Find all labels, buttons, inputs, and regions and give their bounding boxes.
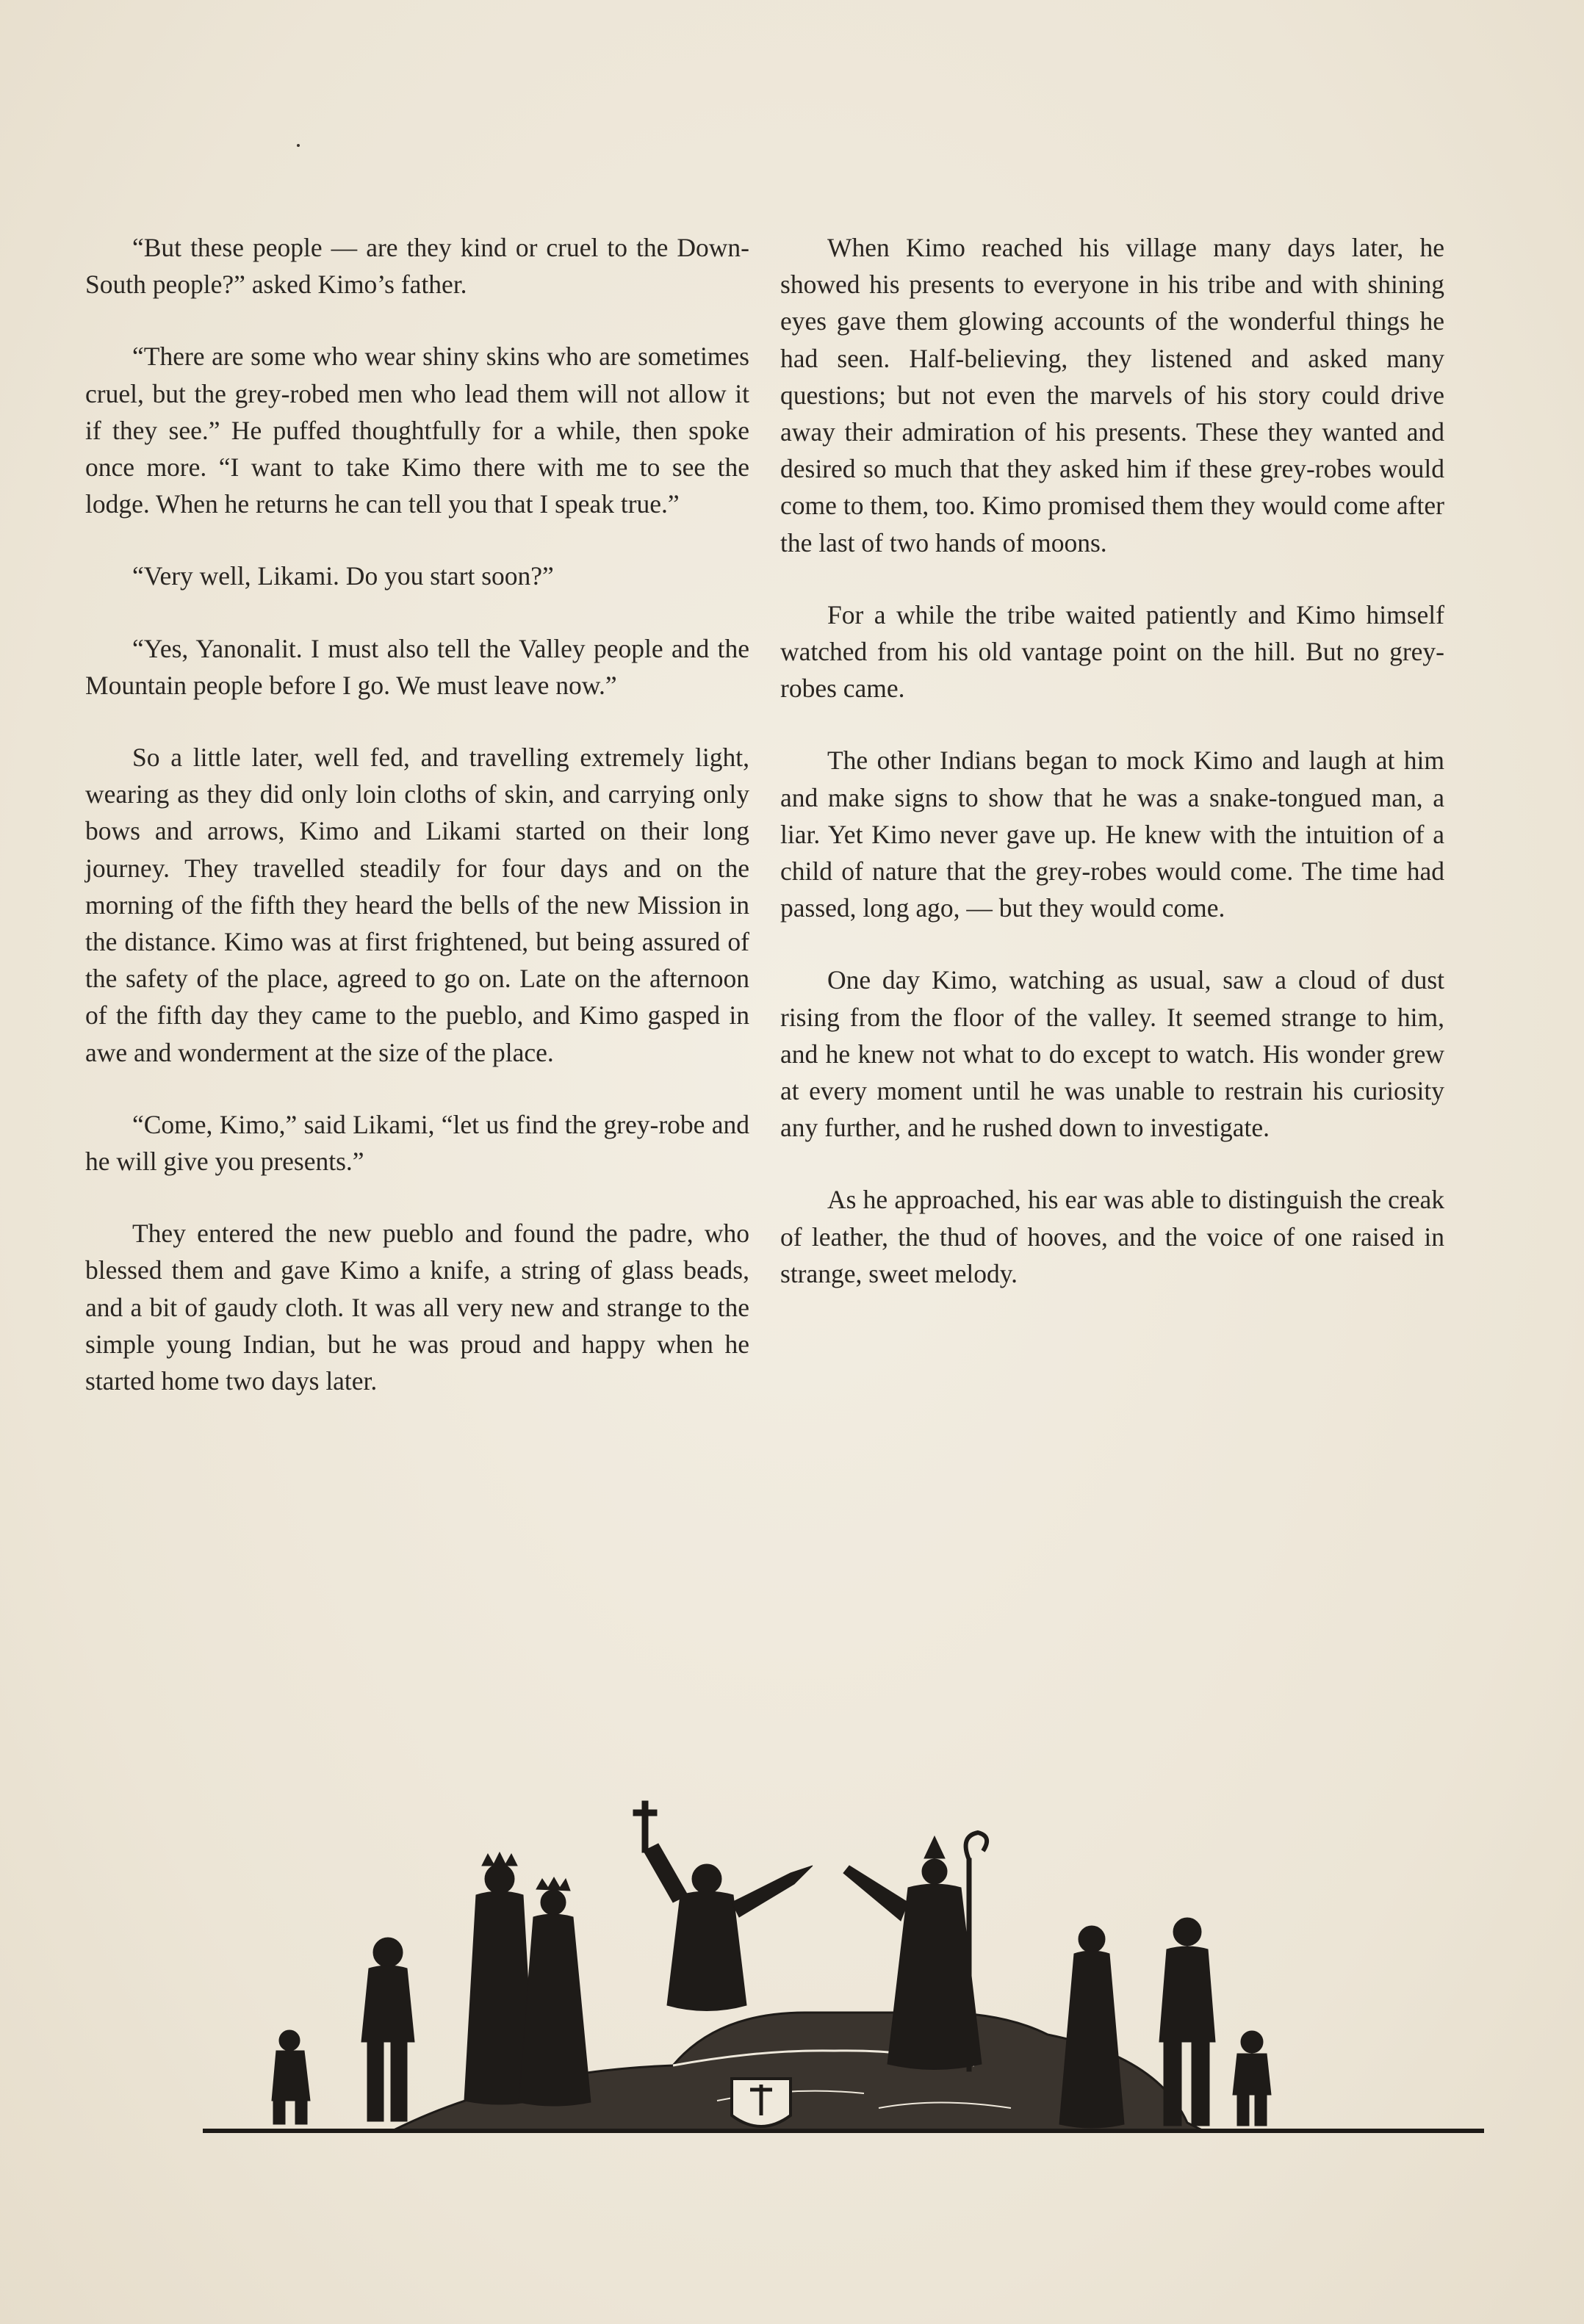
paragraph: “Yes, Yanonalit. I must also tell the Valley people and the Mountain people before I go. We must leave now.” xyxy=(85,633,749,700)
ground-line xyxy=(203,2129,1484,2133)
paragraph: “Very well, Likami. Do you start soon?” xyxy=(132,561,554,591)
paragraph: The other Indians began to mock Kimo and laugh at him and make signs to show that he was a snake-tongued man, a liar. Yet Kimo never gave up. He knew with the intuition of a child of nature that the grey-robes would come. The time had passed, long ago, — but they would come. xyxy=(780,746,1444,923)
child-figure-right xyxy=(1233,2031,1271,2126)
paragraph: “There are some who wear shiny skins who are sometimes cruel, but the grey-robed men who lead them will not allow it if they see.” He puffed thoughtfully for a while, then spoke once more. “I want to take Kimo there with me to see the lodge. When he returns he can tell you that I speak true.” xyxy=(85,342,749,519)
child-figure-left xyxy=(272,2030,310,2124)
right-column xyxy=(780,229,1444,1327)
ink-speck xyxy=(297,144,300,147)
paragraph: “But these people — are they kind or cruel to the Down-South people?” asked Kimo’s father. xyxy=(85,233,749,300)
man-figure xyxy=(361,1938,414,2121)
paragraph: They entered the new pueblo and found the padre, who blessed them and gave Kimo a knife, a string of glass beads, and a bit of gaudy cloth. It was all very new and strange to the simple young Indian, but he was proud and happy when he started home two days later. xyxy=(85,1219,749,1396)
paragraph: “Come, Kimo,” said Likami, “let us find the grey-robe and he will give you presents.” xyxy=(85,1109,749,1177)
left-column xyxy=(85,229,749,1435)
suited-man-figure xyxy=(1159,1918,1215,2126)
woman-figure xyxy=(1059,1926,1124,2128)
paragraph: When Kimo reached his village many days later, he showed his presents to everyone in his tribe and with shining eyes gave them glowing accounts of the wonderful things he had seen. Half-believing, they listened and asked many questions; but not even the marvels of his story could drive away their admiration of his presents. These they wanted and desired so much that they asked him if these grey-robes would come to them, too. Kimo promised them they would come after the last of two hands of moons. xyxy=(780,233,1444,557)
paragraph: As he approached, his ear was able to distinguish the creak of leather, the thud of hooves, and the voice of one raised in strange, sweet melody. xyxy=(780,1185,1444,1288)
mission-scene-illustration xyxy=(203,1792,1484,2152)
paragraph: For a while the tribe waited patiently and Kimo himself watched from his old vantage point on the hill. But no grey-robes came. xyxy=(780,599,1444,704)
friar-figure xyxy=(633,1801,813,2011)
queen-figure xyxy=(519,1877,591,2106)
paragraph: So a little later, well fed, and travelling extremely light, wearing as they did only loin cloths of skin, and carrying only bows and arrows, Kimo and Likami started on their long journey. They travelled steadily for four days and on the morning of the fifth they heard the bells of the new Mission in the distance. Kimo was at first frightened, but being assured of the safety of the place, agreed to go on. Late on the afternoon of the fifth day they came to the pueblo, and Kimo gasped in awe and wonderment at the size of the place. xyxy=(85,743,749,1067)
paragraph: One day Kimo, watching as usual, saw a cloud of dust rising from the floor of the valley. It seemed strange to him, and he knew not what to do except to watch. His wonder grew at every moment until he was unable to restrain his curiosity any further, and he rushed down to investigate. xyxy=(780,965,1444,1143)
